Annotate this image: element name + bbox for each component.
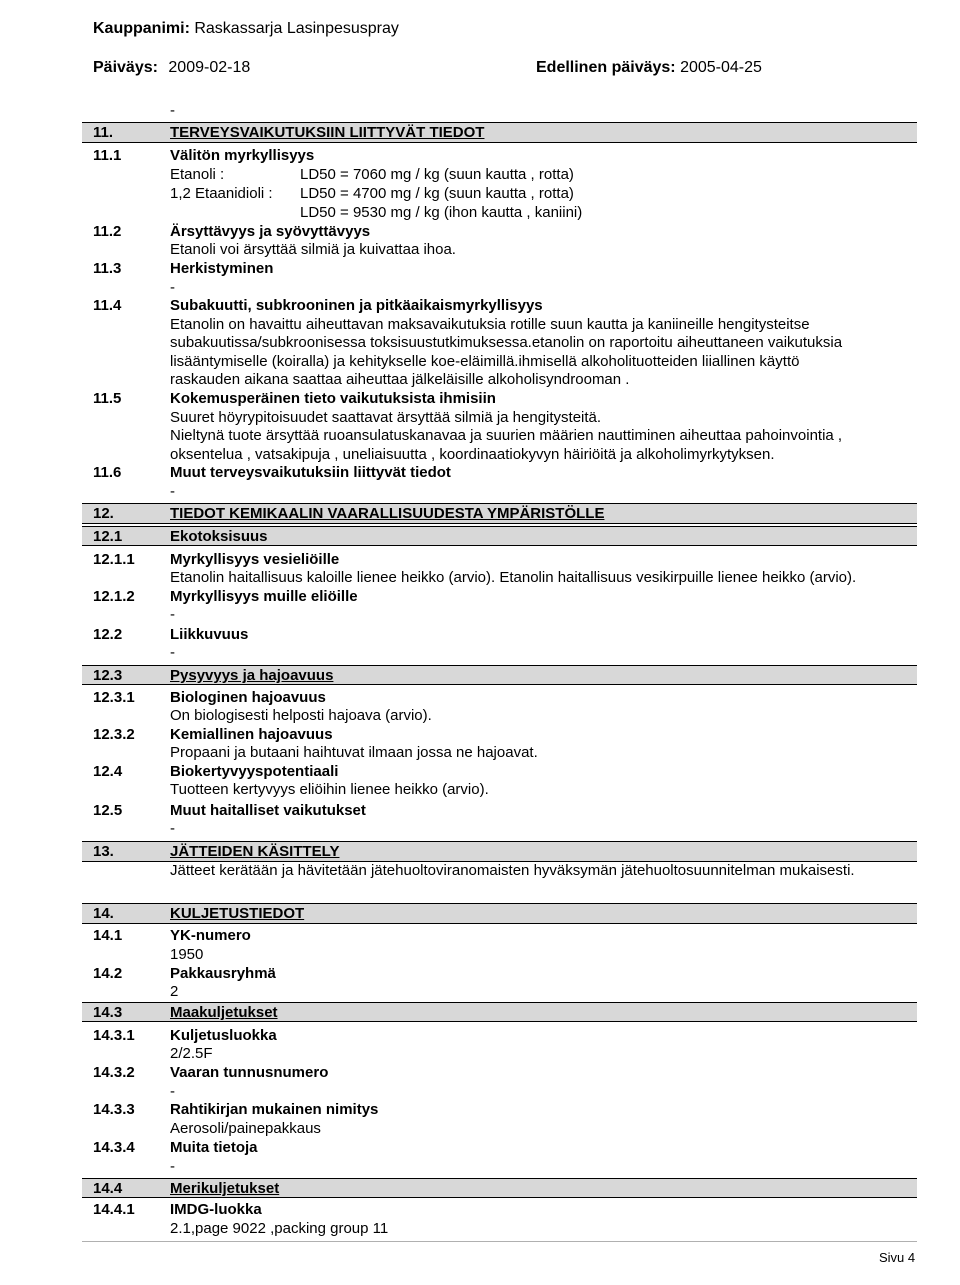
subsection-heading: [0, 965, 960, 984]
section-title: Välitön myrkyllisyys: [170, 147, 315, 164]
text-content: Etanolin haitallisuus kaloille lienee heikko (arvio). Etanolin haitallisuus vesikirpuille lienee heikko (arvio).: [170, 569, 857, 586]
text-content: lisääntymiselle (koiralla) ja kehitykselle koe-eläimillä.ihmisellä alkoholituotteiden liiallinen käyttö: [170, 353, 800, 370]
ld50-value: LD50 = 4700 mg / kg (suun kautta , rotta): [300, 185, 574, 202]
text-content: 1950: [170, 946, 204, 963]
text-content: subakuutissa/subkroonisessa toksisuustutkimuksessa.etanolin on raportoitu aiheuttaneen vaikutuksia: [170, 334, 843, 351]
text-line: [0, 1045, 960, 1064]
text-content: On biologisesti helposti hajoava (arvio).: [170, 707, 432, 724]
text-content: 2: [170, 983, 179, 1000]
section-title: Myrkyllisyys vesieliöille: [170, 551, 340, 568]
empty-value-dash: [0, 102, 960, 121]
text-line: [0, 983, 960, 1002]
footer-divider: [82, 1241, 917, 1242]
text-line: [0, 569, 960, 588]
empty-value-dash: [0, 483, 960, 502]
section-number: 12.1.2: [93, 588, 135, 605]
section-title: Myrkyllisyys muille eliöille: [170, 588, 358, 605]
subsection-heading: [0, 147, 960, 166]
text-content: Jätteet kerätään ja hävitetään jätehuoltoviranomaisten hyväksymän jätehuoltosuunnitelman mukaisesti.: [170, 862, 855, 879]
text-line: [0, 409, 960, 428]
subsection-heading: [0, 464, 960, 483]
section-title: Biokertyvyyspotentiaali: [170, 763, 339, 780]
section-number: 14.3.2: [93, 1064, 135, 1081]
section-number: 12.3.1: [93, 689, 135, 706]
section-number: 11.1: [93, 147, 122, 164]
section-title: Kokemusperäinen tieto vaikutuksista ihmisiin: [170, 390, 496, 407]
section-number: 12.3.2: [93, 726, 135, 743]
section-number: 14.2: [93, 965, 123, 982]
text-line: [0, 371, 960, 390]
empty-value-dash: [0, 279, 960, 298]
date-label: Päiväys:: [93, 59, 158, 76]
text-line: [0, 241, 960, 260]
toxicity-row: [0, 204, 960, 223]
section-title: Muita tietoja: [170, 1139, 258, 1156]
text-content: 2.1,page 9022 ,packing group 11: [170, 1220, 389, 1237]
previous-date-line: [536, 59, 762, 77]
subsection-heading: [0, 1004, 960, 1023]
subsection-heading: [0, 1101, 960, 1120]
text-line: [0, 744, 960, 763]
text-line: [0, 427, 960, 446]
trade-name-line: [93, 20, 399, 38]
dash-mark: -: [170, 820, 175, 837]
section-title: Kuljetusluokka: [170, 1027, 277, 1044]
previous-date-value: 2005-04-25: [680, 59, 762, 76]
section-number: 14.3.3: [93, 1101, 135, 1118]
text-line: [0, 946, 960, 965]
toxicity-row: [0, 166, 960, 185]
empty-value-dash: [0, 1083, 960, 1102]
dash-mark: -: [170, 644, 175, 661]
text-content: Nieltynä tuote ärsyttää ruoansulatuskanavaa ja suurien määrien nauttiminen aiheuttaa pahoinvointia ,: [170, 427, 843, 444]
section-heading: [0, 905, 960, 924]
ld50-value: LD50 = 9530 mg / kg (ihon kautta , kaniini): [300, 204, 583, 221]
section-heading: [0, 505, 960, 524]
text-line: [0, 862, 960, 881]
section-title: Rahtikirjan mukainen nimitys: [170, 1101, 379, 1118]
subsection-heading: [0, 626, 960, 645]
text-line: [0, 446, 960, 465]
text-line: [0, 316, 960, 335]
subsection-heading: [0, 260, 960, 279]
subsection-heading: [0, 1064, 960, 1083]
section-heading: [0, 124, 960, 143]
section-number: 14.3: [93, 1004, 123, 1021]
text-content: 2/2.5F: [170, 1045, 213, 1062]
subsection-heading: [0, 763, 960, 782]
text-content: Etanolin on havaittu aiheuttavan maksavaikutuksia rotille suun kautta ja kaniineille hengitysteitse: [170, 316, 810, 333]
dash-mark: -: [170, 1158, 175, 1175]
section-number: 12.1.1: [93, 551, 135, 568]
section-title: Pakkausryhmä: [170, 965, 276, 982]
section-number: 12.2: [93, 626, 123, 643]
section-number: 11.6: [93, 464, 122, 481]
subsection-heading: [0, 390, 960, 409]
section-title: TERVEYSVAIKUTUKSIIN LIITTYVÄT TIEDOT: [170, 124, 485, 141]
section-number: 14.: [93, 905, 114, 922]
dash-mark: -: [170, 279, 175, 296]
dash-mark: -: [170, 483, 175, 500]
subsection-heading: [0, 528, 960, 547]
subsection-heading: [0, 883, 960, 902]
empty-value-dash: [0, 820, 960, 839]
text-content: Etanoli voi ärsyttää silmiä ja kuivattaa ihoa.: [170, 241, 456, 258]
section-number: 11.: [93, 124, 114, 141]
trade-name-label: Kauppanimi:: [93, 20, 190, 37]
section-title: Liikkuvuus: [170, 626, 249, 643]
section-title: TIEDOT KEMIKAALIN VAARALLISUUDESTA YMPÄRISTÖLLE: [170, 505, 605, 522]
subsection-heading: [0, 1027, 960, 1046]
substance-name: Etanoli :: [170, 166, 225, 183]
text-content: oksentelua , vatsakipuja , uneliaisuutta , koordinaatiokyvyn häiriöitä ja alkoholimyrkytyksen.: [170, 446, 775, 463]
section-title: Pysyvyys ja hajoavuus: [170, 667, 334, 684]
section-title: JÄTTEIDEN KÄSITTELY: [170, 843, 340, 860]
text-line: [0, 1120, 960, 1139]
text-content: Propaani ja butaani haihtuvat ilmaan jossa ne hajoavat.: [170, 744, 538, 761]
section-number: 11.4: [93, 297, 122, 314]
section-title: Vaaran tunnusnumero: [170, 1064, 329, 1081]
section-number: 12.1: [93, 528, 123, 545]
subsection-heading: [0, 927, 960, 946]
text-line: [0, 334, 960, 353]
section-title: Subakuutti, subkrooninen ja pitkäaikaismyrkyllisyys: [170, 297, 543, 314]
subsection-heading: [0, 588, 960, 607]
section-number: 11.5: [93, 390, 122, 407]
section-title: Ärsyttävyys ja syövyttävyys: [170, 223, 371, 240]
ld50-value: LD50 = 7060 mg / kg (suun kautta , rotta): [300, 166, 574, 183]
subsection-heading: [0, 551, 960, 570]
section-number: 12.4: [93, 763, 123, 780]
section-title: Kemiallinen hajoavuus: [170, 726, 333, 743]
section-number: 14.3.1: [93, 1027, 135, 1044]
subsection-heading: [0, 297, 960, 316]
section-title: KULJETUSTIEDOT: [170, 905, 305, 922]
subsection-heading: [0, 667, 960, 686]
text-line: [0, 1220, 960, 1239]
text-content: Tuotteen kertyvyys eliöihin lienee heikko (arvio).: [170, 781, 489, 798]
dash-mark: -: [170, 102, 175, 119]
empty-value-dash: [0, 644, 960, 663]
subsection-heading: [0, 689, 960, 708]
section-number: 14.3.4: [93, 1139, 135, 1156]
subsection-heading: [0, 1139, 960, 1158]
section-number: 14.4: [93, 1180, 123, 1197]
section-title: Herkistyminen: [170, 260, 274, 277]
section-title: YK-numero: [170, 927, 251, 944]
text-line: [0, 707, 960, 726]
section-title: IMDG-luokka: [170, 1201, 262, 1218]
section-title: Merikuljetukset: [170, 1180, 280, 1197]
subsection-heading: [0, 1180, 960, 1199]
substance-name: 1,2 Etaanidioli :: [170, 185, 273, 202]
section-number: 12.5: [93, 802, 123, 819]
date-line: [93, 59, 250, 77]
toxicity-row: [0, 185, 960, 204]
text-content: Aerosoli/painepakkaus: [170, 1120, 321, 1137]
subsection-heading: [0, 802, 960, 821]
section-number: 14.4.1: [93, 1201, 135, 1218]
dash-mark: -: [170, 606, 175, 623]
text-content: Suuret höyrypitoisuudet saattavat ärsyttää silmiä ja hengitysteitä.: [170, 409, 602, 426]
section-title: Maakuljetukset: [170, 1004, 278, 1021]
subsection-heading: [0, 1201, 960, 1220]
subsection-heading: [0, 223, 960, 242]
section-number: 12.3: [93, 667, 123, 684]
page-number: Sivu 4: [879, 1250, 916, 1265]
empty-value-dash: [0, 606, 960, 625]
section-title: Biologinen hajoavuus: [170, 689, 326, 706]
section-title: Muut terveysvaikutuksiin liittyvät tiedot: [170, 464, 451, 481]
section-number: 14.1: [93, 927, 123, 944]
section-heading: [0, 843, 960, 862]
trade-name-value: Raskassarja Lasinpesuspray: [194, 20, 399, 37]
date-value: 2009-02-18: [168, 59, 251, 76]
section-title: Ekotoksisuus: [170, 528, 268, 545]
dash-mark: -: [170, 1083, 175, 1100]
subsection-heading: [0, 726, 960, 745]
section-title: Muut haitalliset vaikutukset: [170, 802, 366, 819]
previous-date-label: Edellinen päiväys:: [536, 59, 676, 76]
section-number: 11.3: [93, 260, 122, 277]
section-number: 11.2: [93, 223, 122, 240]
section-number: 13.: [93, 843, 114, 860]
text-line: [0, 353, 960, 372]
text-line: [0, 781, 960, 800]
section-number: 12.: [93, 505, 114, 522]
text-content: raskauden aikana saattaa aiheuttaa jälkeläisille alkoholisyndrooman .: [170, 371, 630, 388]
empty-value-dash: [0, 1158, 960, 1177]
